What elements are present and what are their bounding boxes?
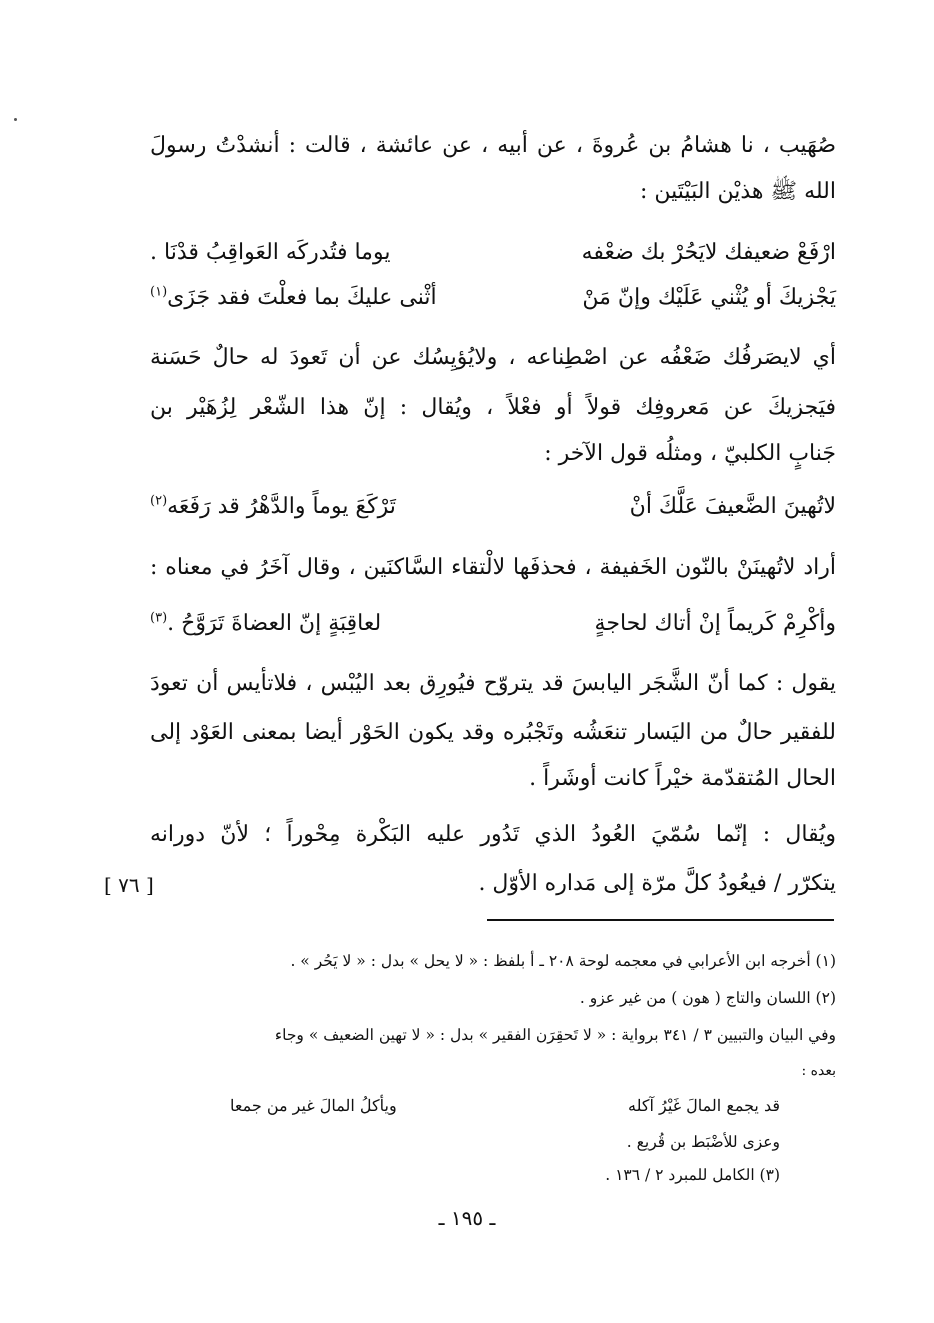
verse-3-hemistich-1: لاتُهينَ الضَّعيفَ عَلَّكَ أنْ — [629, 494, 836, 519]
para-3-line-2: للفقير حالٌ من اليَسار تنعَشُه وتَجْبُره وقد يكون الحَوْر أيضا بمعنى العَوْد إلى — [150, 720, 836, 745]
verse-1-hemistich-2: يوما فتُدركَه العَواقِبُ قدْنَا . — [150, 240, 391, 265]
scan-speck — [14, 118, 17, 121]
verse-4-hemistich-2-text: لعاقِبَةٍ إنّ العضاةَ تَرَوَّحُ . — [167, 611, 382, 636]
footnote-2-continued: وفي البيان والتبيين ٣ / ٣٤١ برواية : « لا تَحقِرَن الفقير » بدل : « لا تهين الضعيف » وجاء — [274, 1026, 836, 1044]
footnote-verse-hemistich-1: قد يجمع المالَ غَيْرُ آكله — [628, 1096, 780, 1115]
footnote-1: (١) أخرجه ابن الأعرابي في معجمه لوحة ٢٠٨ ـ أ بلفظ : « لا يحل » بدل : « لا يَحُر » . — [290, 952, 836, 970]
para-2: أراد لاتُهينَنْ بالنّون الخَفيفة ، فحذفَها لالْتقاء السَّاكنَين ، وقال آخَرُ في معناه : — [150, 555, 836, 580]
verse-2-hemistich-2 — [150, 283, 480, 313]
verse-1-hemistich-1: ارْفَعْ ضعيفك لايَحُرْ بك ضعْفه — [581, 240, 836, 265]
page-number: ـ ١٩٥ ـ — [438, 1206, 496, 1230]
footnote-2-attribution: وعزى للأضْبَط بن قُريع . — [626, 1133, 780, 1151]
verse-3-hemistich-2-text: تَرْكَعَ يوماً والدَّهْرُ قد رَفَعَه — [167, 494, 396, 519]
para-4-line-1: ويُقال : إنّما سُمّيَ العُودُ الذي تَدُور عليه البَكْرة مِحْوراً ؛ لأنّ دورانه — [150, 822, 836, 847]
manuscript-folio-marker: [ ٧٦ ] — [104, 873, 154, 897]
footnote-3: (٣) الكامل للمبرد ٢ / ١٣٦ . — [605, 1166, 780, 1184]
verse-3-hemistich-2 — [150, 492, 480, 522]
body-line-2: الله ﷺ هذيْن البَيْتَين : — [640, 179, 836, 204]
para-1-line-2: فيَجزيكَ عن مَعروفِك قولاً أو فعْلاً ، ويُقال : إنّ هذا الشّعْر لِزُهَيْر بن — [150, 395, 836, 420]
footnote-ref-3: (٣) — [150, 610, 168, 626]
para-1-line-3: جَنابٍ الكلبيّ ، ومثلُه قول الآخر : — [544, 441, 836, 466]
para-3-line-1: يقول : كما أنّ الشَّجَر اليابسَ قد يتروّح فيُورِق بعد اليُبْس ، فلاتأيس أن تعودَ — [150, 671, 836, 696]
verse-2-hemistich-2-text: أثْنى عليكَ بما فعلْتَ فقد جَزَى — [167, 285, 437, 310]
para-4-line-2: يتكرّر / فيعُودُ كلَّ مرّة إلى مَداره الأوّل . — [478, 871, 836, 896]
footnote-ref-2: (٢) — [150, 493, 168, 509]
verse-4-hemistich-2 — [150, 609, 480, 639]
para-1-line-1: أي لايصَرفُك ضَعْفُه عن اصْطِناعه ، ولايُؤيِسُك عن أن تَعودَ له حالٌ حَسَنة — [150, 345, 836, 370]
body-line-1: صُهَيب ، نا هشامُ بن عُروةَ ، عن أبيه ، عن عائشة ، قالت : أنشدْتُ رسولَ — [150, 133, 836, 158]
para-3-line-3: الحال المُتقدّمة خيْراً كانت أوشَراً . — [529, 766, 836, 791]
footnote-2-continued-2: بعده : — [801, 1063, 836, 1079]
footnote-separator — [487, 919, 834, 921]
footnote-verse-hemistich-2: ويأكلُ المالَ غير من جمعا — [230, 1096, 397, 1115]
verse-4-hemistich-1: وأكْرِمْ كَريماً إنْ أتاك لحاجةٍ — [594, 611, 836, 636]
footnote-ref-1: (١) — [150, 284, 168, 300]
verse-2-hemistich-1: يَجْزيكَ أو يُثْني عَلَيْك وإنّ مَنْ — [582, 285, 836, 310]
footnote-2: (٢) اللسان والتاج ( هون ) من غير عزو . — [579, 989, 836, 1007]
